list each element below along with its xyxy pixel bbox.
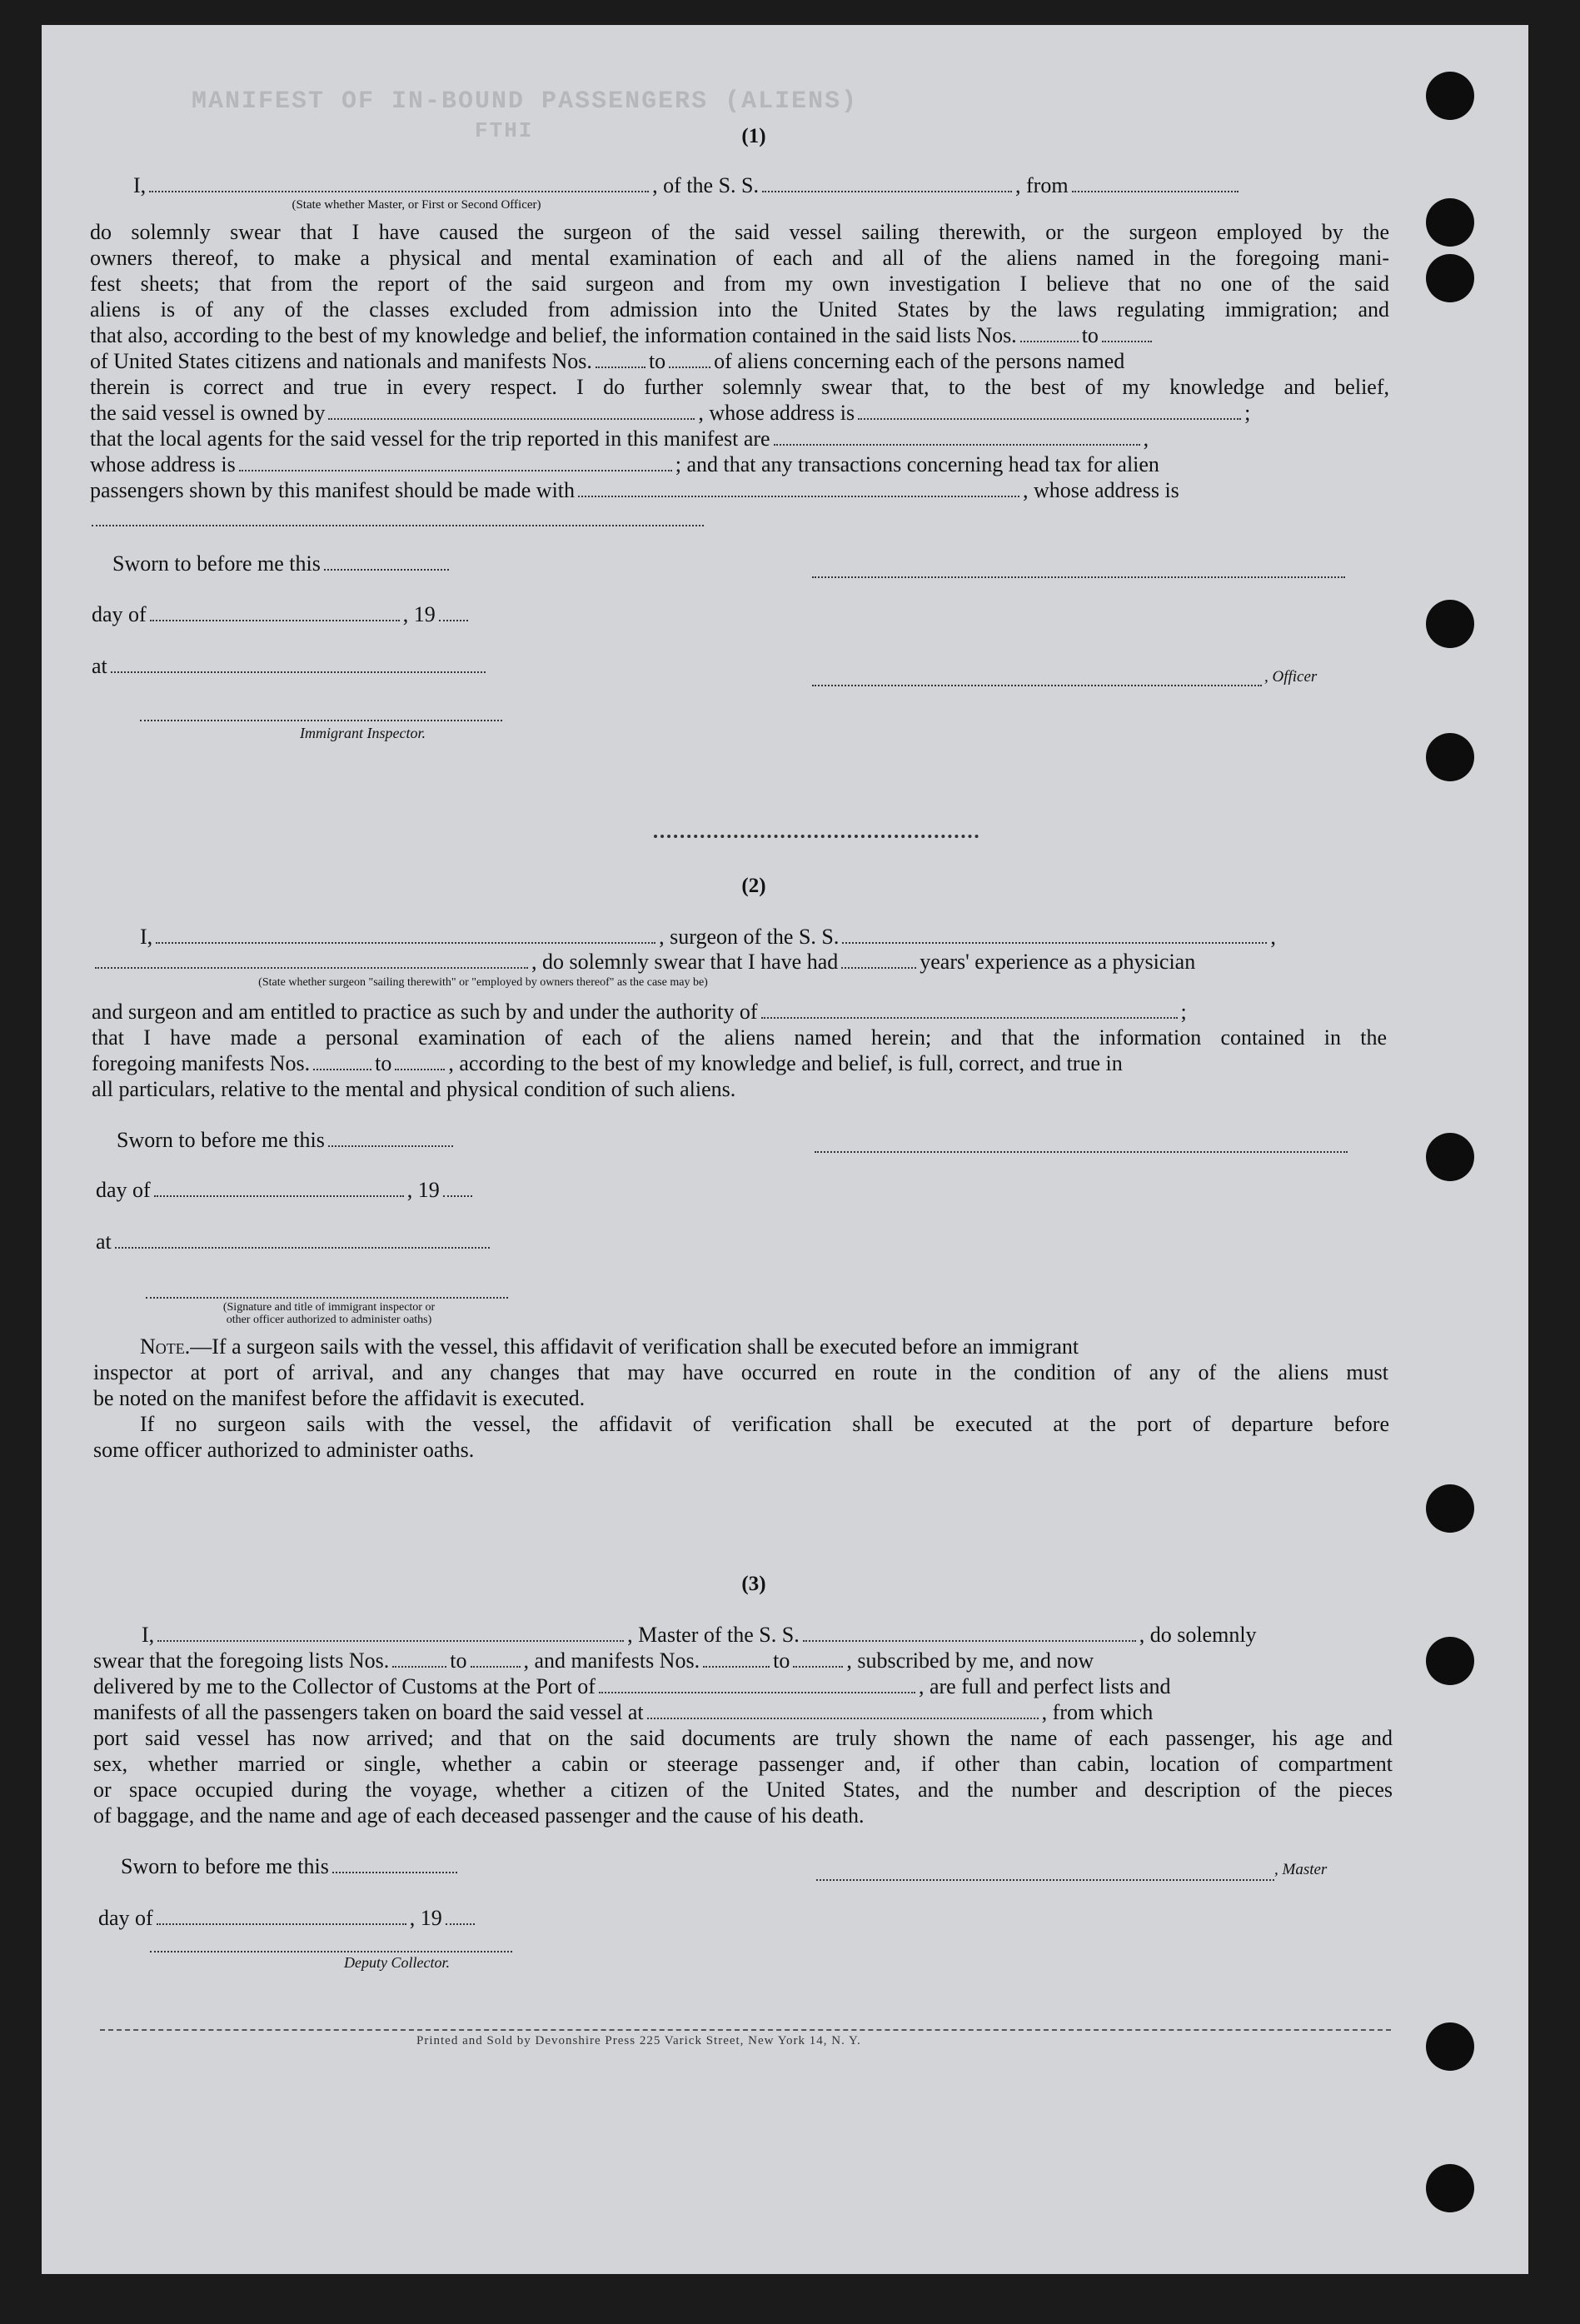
s1-place-field[interactable]: [111, 671, 486, 673]
s1-from: , from: [1015, 173, 1069, 197]
s1-owner-address-field[interactable]: [858, 418, 1241, 420]
s1-manifests-from[interactable]: [596, 367, 645, 368]
s3-line-4: manifests of all the passengers taken on board the said vessel at , from which: [93, 1700, 1154, 1724]
s1-head-tax: ; and that any transactions concerning head tax for alien: [675, 452, 1159, 476]
section-2-number: (2): [741, 875, 766, 897]
punch-hole: [1426, 198, 1474, 247]
s3-month-field[interactable]: [157, 1923, 406, 1925]
s1-body-11: [90, 478, 1406, 503]
s2-note-4: If no surgeon sails with the vessel, the affidavit of verification shall be executed at the port of departure before: [140, 1412, 1389, 1436]
s3-body-3: or space occupied during the voyage, whether a citizen of the United States, and the number and description of the pieces: [93, 1778, 1393, 1802]
punch-hole: [1426, 2164, 1474, 2212]
s1-to: to: [1081, 323, 1099, 347]
punch-hole: [1426, 733, 1474, 781]
s1-inspector-label: Immigrant Inspector.: [300, 725, 426, 741]
s1-made-with: passengers shown by this manifest should be made with: [90, 478, 576, 502]
s1-i: I,: [133, 173, 147, 197]
s1-officer-line[interactable]: [812, 685, 1262, 686]
s2-ship-field[interactable]: [842, 942, 1267, 944]
bleed-through-header-2: FTHI: [475, 118, 534, 143]
s1-of-aliens: of aliens concerning each of the persons named: [714, 349, 1125, 373]
s2-authority-field[interactable]: [761, 1017, 1178, 1019]
s3-line-1: I, , Master of the S. S. , do solemnly: [142, 1623, 1257, 1647]
s1-body-10: [90, 452, 1406, 477]
s1-body-3: fest sheets; that from the report of the said surgeon and from my own investigation I believe that no one of the said: [90, 272, 1389, 296]
s2-note-3: be noted on the manifest before the affidavit is executed.: [93, 1386, 586, 1410]
s1-body-7: therein is correct and true in every respect. I do further solemnly swear that, to the best of my knowledge and belief,: [90, 375, 1389, 399]
section-1-number: (1): [741, 125, 766, 147]
s1-to-2: to: [648, 349, 666, 373]
s3-line-2: swear that the foregoing lists Nos. to , and manifests Nos. to , subscribed by me, and now: [93, 1648, 1094, 1673]
s3-body-1: port said vessel has now arrived; and that on the said documents are truly shown the name of each passenger, his age and: [93, 1726, 1393, 1750]
section-divider: [654, 835, 979, 838]
s1-whose-address: , whose address is: [698, 401, 855, 425]
s1-owner-field[interactable]: [328, 418, 695, 420]
s1-officer-field[interactable]: [149, 191, 649, 192]
punch-hole: [1426, 2022, 1474, 2071]
s2-body-1: and surgeon and am entitled to practice as such by and under the authority of ;: [92, 1000, 1187, 1024]
s1-from-field[interactable]: [1072, 191, 1239, 192]
s1-year-field[interactable]: [439, 620, 468, 621]
s1-manifests-text: of United States citizens and nationals and manifests Nos.: [90, 349, 592, 373]
s1-sworn-day-field[interactable]: [324, 569, 449, 571]
s3-lists-to[interactable]: [471, 1666, 521, 1668]
s2-sig-note-2: other officer authorized to administer oaths): [226, 1314, 432, 1326]
s2-line-1: I, , surgeon of the S. S. ,: [140, 925, 1276, 949]
s1-lists-from[interactable]: [1020, 341, 1079, 342]
s1-body-4: aliens is of any of the classes excluded from admission into the United States by the laws regulating immigration; and: [90, 297, 1389, 322]
s3-body-2: sex, whether married or single, whether a cabin or steerage passenger and, if other than cabin, location of compartment: [93, 1752, 1393, 1776]
punch-hole: [1426, 1637, 1474, 1685]
s1-agents-field[interactable]: [774, 444, 1140, 446]
s1-sworn: Sworn to before me this: [112, 551, 452, 576]
s3-sworn: Sworn to before me this: [121, 1854, 461, 1879]
footer-rule: [100, 2029, 1391, 2031]
s2-month-field[interactable]: [154, 1195, 404, 1197]
s1-officer-signature-line[interactable]: [812, 576, 1345, 578]
s2-body-4: all particulars, relative to the mental and physical condition of such aliens.: [92, 1077, 736, 1101]
s3-year-field[interactable]: [446, 1923, 475, 1925]
s1-of-ss: , of the S. S.: [652, 173, 760, 197]
s1-lists-to[interactable]: [1102, 341, 1152, 342]
s1-local-agents: that the local agents for the said vessel for the trip reported in this manifest are: [90, 426, 770, 451]
s2-status-note: (State whether surgeon "sailing therewith" or "employed by owners thereof" as the case may be): [258, 976, 708, 989]
s2-years-field[interactable]: [841, 967, 916, 969]
punch-hole: [1426, 72, 1474, 120]
s1-head-tax-field[interactable]: [578, 496, 1019, 497]
form-sheet: [42, 25, 1528, 2274]
s1-body-1: do solemnly swear that I have caused the surgeon of the said vessel sailing therewith, or the surgeon employed by the: [90, 220, 1389, 244]
punch-hole: [1426, 1133, 1474, 1181]
s2-day-of: day of , 19: [96, 1178, 476, 1203]
s1-agents-address-field[interactable]: [239, 470, 672, 471]
s1-line-1: [133, 173, 1433, 198]
s1-month-field[interactable]: [150, 620, 400, 621]
s2-sworn: Sworn to before me this: [117, 1128, 456, 1153]
s1-inspector-signature-line[interactable]: [140, 720, 502, 721]
s3-master-label: , Master: [1274, 1861, 1328, 1878]
s3-sworn-day-field[interactable]: [332, 1872, 457, 1873]
s2-note-label: Note.: [140, 1334, 191, 1359]
s1-manifests-to[interactable]: [669, 367, 710, 368]
s2-official-signature-line[interactable]: [146, 1297, 508, 1299]
section-3-number: (3): [741, 1573, 766, 1595]
bleed-through-header: MANIFEST OF IN-BOUND PASSENGERS (ALIENS): [192, 87, 859, 116]
s3-master-field[interactable]: [157, 1640, 624, 1642]
s3-collector-signature-line[interactable]: [150, 1951, 512, 1952]
s1-at: at: [92, 654, 489, 679]
s2-note-2: inspector at port of arrival, and any changes that may have occurred en route in the condition of any of the aliens must: [93, 1360, 1388, 1384]
s3-manifests-from[interactable]: [703, 1666, 770, 1668]
s2-manifests-from[interactable]: [313, 1069, 371, 1070]
s1-body-8: the said vessel is owned by , whose address is ;: [90, 401, 1251, 425]
s1-body-9: that the local agents for the said vessel for the trip reported in this manifest are ,: [90, 426, 1149, 451]
s3-port-field[interactable]: [599, 1692, 915, 1693]
s2-surgeon-field[interactable]: [156, 942, 655, 944]
printer-credit: Printed and Sold by Devonshire Press 225 Varick Street, New York 14, N. Y.: [416, 2034, 861, 2047]
s1-lists-text: that also, according to the best of my knowledge and belief, the information contained in the said lists Nos.: [90, 323, 1017, 347]
s2-year-field[interactable]: [443, 1195, 472, 1197]
s3-lists-from[interactable]: [392, 1666, 446, 1668]
s1-body-5: [90, 323, 1389, 348]
s2-note-1: Note.—If a surgeon sails with the vessel, this affidavit of verification shall be executed before an immigrant: [140, 1334, 1079, 1359]
s1-owned-by: the said vessel is owned by: [90, 401, 326, 425]
s3-line-3: delivered by me to the Collector of Customs at the Port of , are full and perfect lists and: [93, 1674, 1171, 1698]
s1-day-of: day of , 19: [92, 602, 471, 627]
s2-line-2: , do solemnly swear that I have had years' experience as a physician: [92, 950, 1399, 975]
s2-body-2: that I have made a personal examination of each of the aliens named herein; and that the information contained in the: [92, 1025, 1387, 1050]
s3-manifests-to[interactable]: [793, 1666, 843, 1668]
s2-note-5: some officer authorized to administer oaths.: [93, 1438, 475, 1462]
s2-place-field[interactable]: [115, 1247, 490, 1249]
s2-status-field[interactable]: [95, 967, 528, 969]
s3-body-4: of baggage, and the name and age of each deceased passenger and the cause of his death.: [93, 1803, 865, 1828]
s3-day-of: day of , 19: [98, 1906, 478, 1931]
punch-hole: [1426, 1484, 1474, 1533]
s2-surgeon-signature-line[interactable]: [815, 1151, 1348, 1153]
s1-officer-label: , Officer: [1264, 668, 1318, 686]
s2-manifests-to[interactable]: [395, 1069, 445, 1070]
s2-sworn-day-field[interactable]: [328, 1145, 453, 1147]
s1-body-6: [90, 349, 1389, 374]
s1-final-address-field[interactable]: [92, 525, 704, 526]
s1-officer-note: (State whether Master, or First or Second Officer): [292, 198, 541, 212]
s3-boarding-port-field[interactable]: [647, 1718, 1039, 1719]
s1-whose-address-is: whose address is: [90, 452, 236, 476]
s2-at: at: [96, 1229, 493, 1254]
s3-ship-field[interactable]: [803, 1640, 1136, 1642]
s1-whose-address-end: , whose address is: [1023, 478, 1179, 502]
s1-body-2: owners thereof, to make a physical and mental examination of each and all of the aliens named in the foregoing mani-: [90, 246, 1389, 270]
s3-deputy-label: Deputy Collector.: [344, 1954, 450, 1971]
s2-sig-note-1: (Signature and title of immigrant inspector or: [222, 1301, 436, 1314]
punch-hole: [1426, 600, 1474, 648]
punch-hole: [1426, 254, 1474, 302]
s1-ship-field[interactable]: [762, 191, 1012, 192]
s2-body-3: foregoing manifests Nos. to , according to the best of my knowledge and belief, is full, correct, and true in: [92, 1051, 1123, 1075]
s3-master-signature-line[interactable]: [816, 1879, 1274, 1881]
